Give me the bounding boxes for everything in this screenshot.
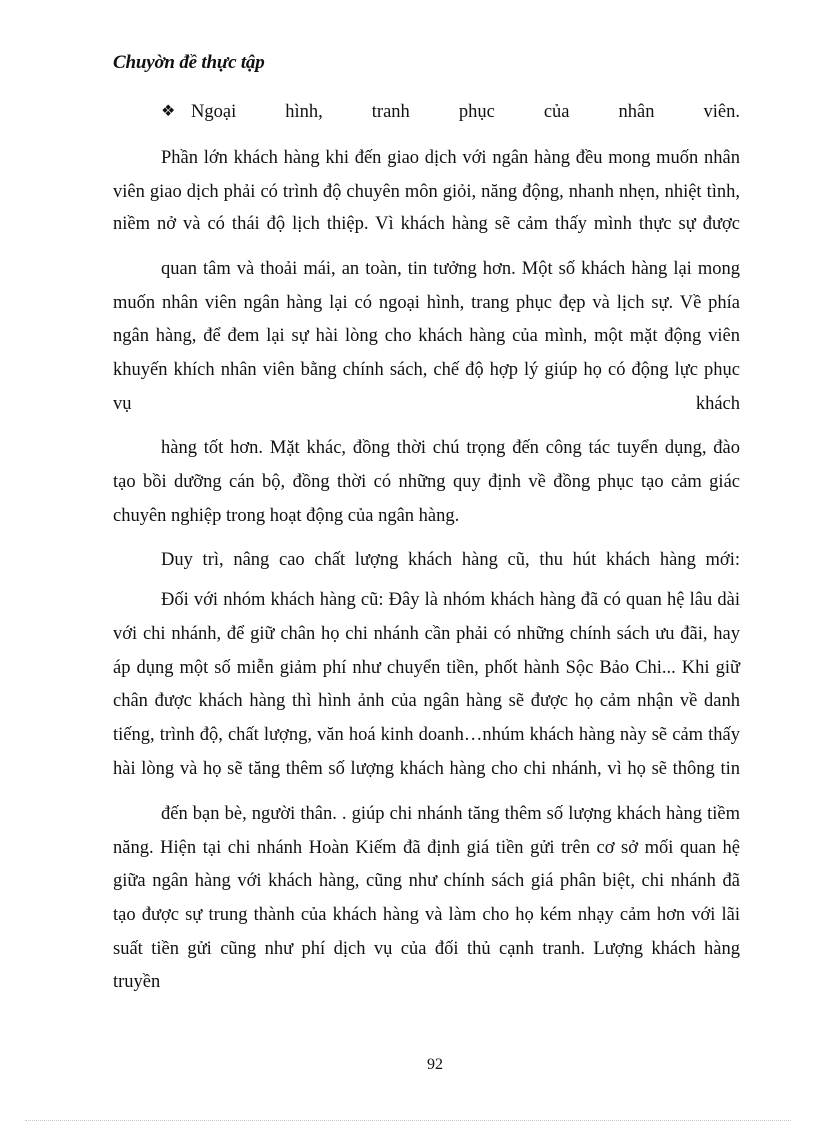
text-line: hài lòng và họ sẽ tăng thêm số lượng khách hàng cho chi nhánh, vì họ sẽ thông tin [113, 759, 740, 779]
text-line: suất tiền gửi cũng như phí dịch vụ của đối thủ cạnh tranh. Lượng khách hàng [113, 939, 740, 959]
text-line: quan tâm và thoải mái, an toàn, tin tưởng hơn. Một số khách hàng lại mong [161, 259, 740, 279]
text-line: với chi nhánh, để giữ chân họ chi nhánh cần phải có những chính sách ưu đãi, hay [113, 624, 740, 644]
text-line: vụ khách [113, 394, 740, 414]
text-line: muốn nhân viên ngân hàng lại có ngoại hình, trang phục đẹp và lịch sự. Về phía [113, 293, 740, 313]
page-number: 92 [427, 1056, 443, 1073]
text-line: khuyến khích nhân viên bằng chính sách, chế độ hợp lý giúp họ có động lực phục [113, 360, 740, 380]
text-line: đến bạn bè, người thân. . giúp chi nhánh tăng thêm số lượng khách hàng tiềm [161, 804, 740, 824]
text-line: Duy trì, nâng cao chất lượng khách hàng cũ, thu hút khách hàng mới: [161, 550, 740, 570]
text-line: niềm nở và có thái độ lịch thiệp. Vì khách hàng sẽ cảm thấy mình thực sự được [113, 214, 740, 234]
four-diamond-bullet-icon: ❖ [161, 103, 176, 120]
bullet-heading-text: Ngoại hình, tranh phục của nhân viên. [191, 101, 740, 122]
document-header-title: Chuyờn đề thực tập [113, 52, 265, 73]
text-line: chân được khách hàng thì hình ảnh của ngân hàng sẽ được họ cảm nhận về danh [113, 691, 740, 711]
bullet-heading [161, 100, 740, 124]
text-line: tiếng, trình độ, chất lượng, văn hoá kinh doanh…nhúm khách hàng này sẽ cảm thấy [113, 725, 740, 745]
text-line: ngân hàng, để đem lại sự hài lòng cho khách hàng của mình, một mặt động viên [113, 326, 740, 346]
text-line: chuyên nghiệp trong hoạt động của ngân hàng. [113, 506, 460, 526]
text-line: áp dụng một số miễn giảm phí như chuyển tiền, phốt hành Sộc Bảo Chi... Khi giữ [113, 658, 740, 678]
text-line: viên giao dịch phải có trình độ chuyên môn giỏi, năng động, nhanh nhẹn, nhiệt tình, [113, 182, 740, 202]
text-line: truyền [113, 972, 161, 992]
text-line: giữa ngân hàng với khách hàng, cũng như chính sách giá phân biệt, chi nhánh đã [113, 871, 740, 891]
text-line: Đối với nhóm khách hàng cũ: Đây là nhóm khách hàng đã có quan hệ lâu dài [161, 590, 740, 610]
page-bottom-divider [25, 1120, 791, 1121]
text-line: Phần lớn khách hàng khi đến giao dịch với ngân hàng đều mong muốn nhân [161, 148, 740, 168]
text-line: tạo bồi dưỡng cán bộ, đồng thời có những quy định về đồng phục tạo cảm giác [113, 472, 740, 492]
text-line: năng. Hiện tại chi nhánh Hoàn Kiếm đã định giá tiền gửi trên cơ sở mối quan hệ [113, 838, 740, 858]
text-line: tạo được sự trung thành của khách hàng và làm cho họ kém nhạy cảm hơn với lãi [113, 905, 740, 925]
text-line: hàng tốt hơn. Mặt khác, đồng thời chú trọng đến công tác tuyển dụng, đào [161, 438, 740, 458]
